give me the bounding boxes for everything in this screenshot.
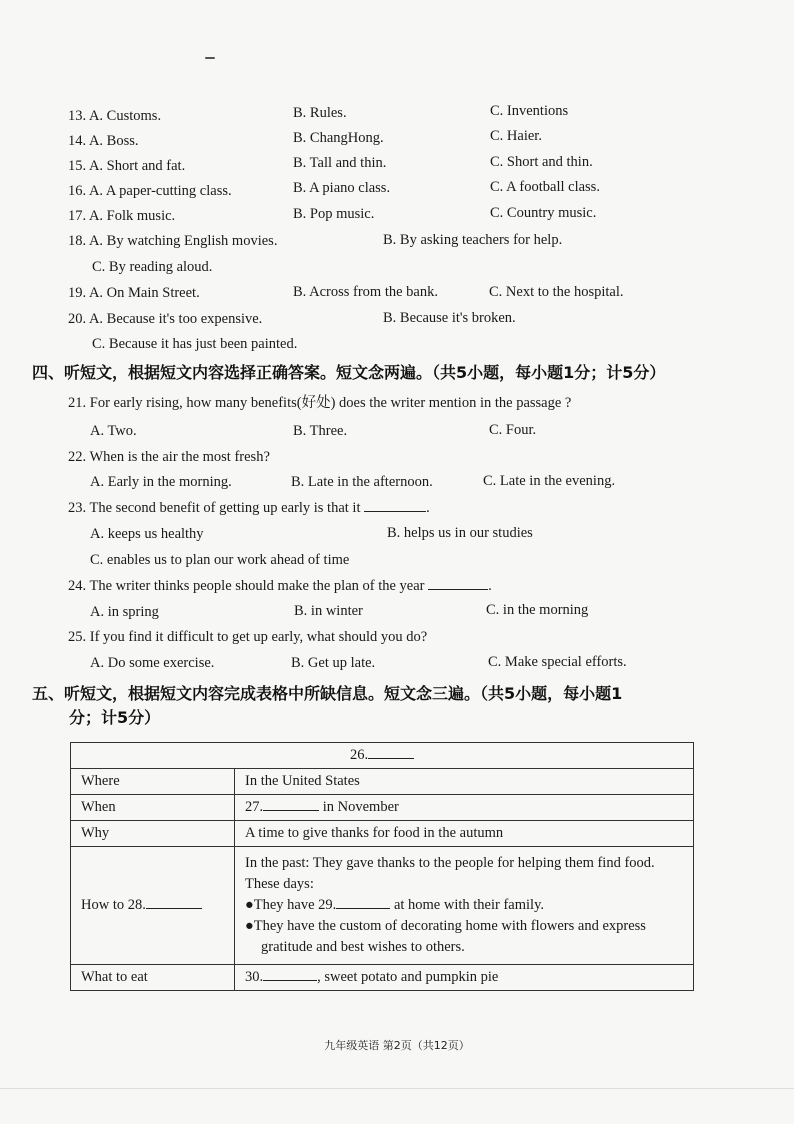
answer-blank-27[interactable] <box>263 798 319 811</box>
row-label: Why <box>71 821 235 847</box>
row-value: In the past: They gave thanks to the people for helping them find food. These days: ●They have 29. at home with their family. ●They have the custom of decorating home with flowers and express gratitude and best wishes to others. <box>235 847 694 965</box>
section-5-heading-cont: 分；计5分） <box>69 708 161 727</box>
page-edge <box>0 1088 794 1089</box>
row-value: 27. in November <box>235 795 694 821</box>
answer-blank[interactable] <box>428 577 488 590</box>
row-value: A time to give thanks for food in the autumn <box>235 821 694 847</box>
answer-blank-29[interactable] <box>336 896 390 909</box>
scan-speck <box>205 57 215 59</box>
row-label: How to 28. <box>71 847 235 965</box>
row-label: What to eat <box>71 965 235 991</box>
row-label: Where <box>71 769 235 795</box>
table-row <box>71 821 694 847</box>
thanksgiving-table <box>70 742 694 991</box>
page-footer: 九年级英语 第2页（共12页） <box>324 1039 470 1052</box>
answer-blank-30[interactable] <box>263 968 317 981</box>
bullet-icon: ● <box>245 918 254 934</box>
answer-blank-26[interactable] <box>368 746 414 759</box>
section-5-heading: 五、听短文，根据短文内容完成表格中所缺信息。短文念三遍。（共5小题，每小题1 <box>32 684 623 703</box>
row-value: In the United States <box>235 769 694 795</box>
table-title: 26. <box>71 743 694 769</box>
bullet-icon: ● <box>245 897 254 913</box>
row-value: 30. , sweet potato and pumpkin pie <box>235 965 694 991</box>
table-row <box>71 847 694 965</box>
answer-blank[interactable] <box>364 499 426 512</box>
table-row <box>71 769 694 795</box>
section-4-heading: 四、听短文，根据短文内容选择正确答案。短文念两遍。（共5小题，每小题1分；计5分） <box>32 363 666 382</box>
table-row <box>71 965 694 991</box>
row-label: When <box>71 795 235 821</box>
table-row <box>71 795 694 821</box>
answer-blank-28[interactable] <box>146 896 202 909</box>
